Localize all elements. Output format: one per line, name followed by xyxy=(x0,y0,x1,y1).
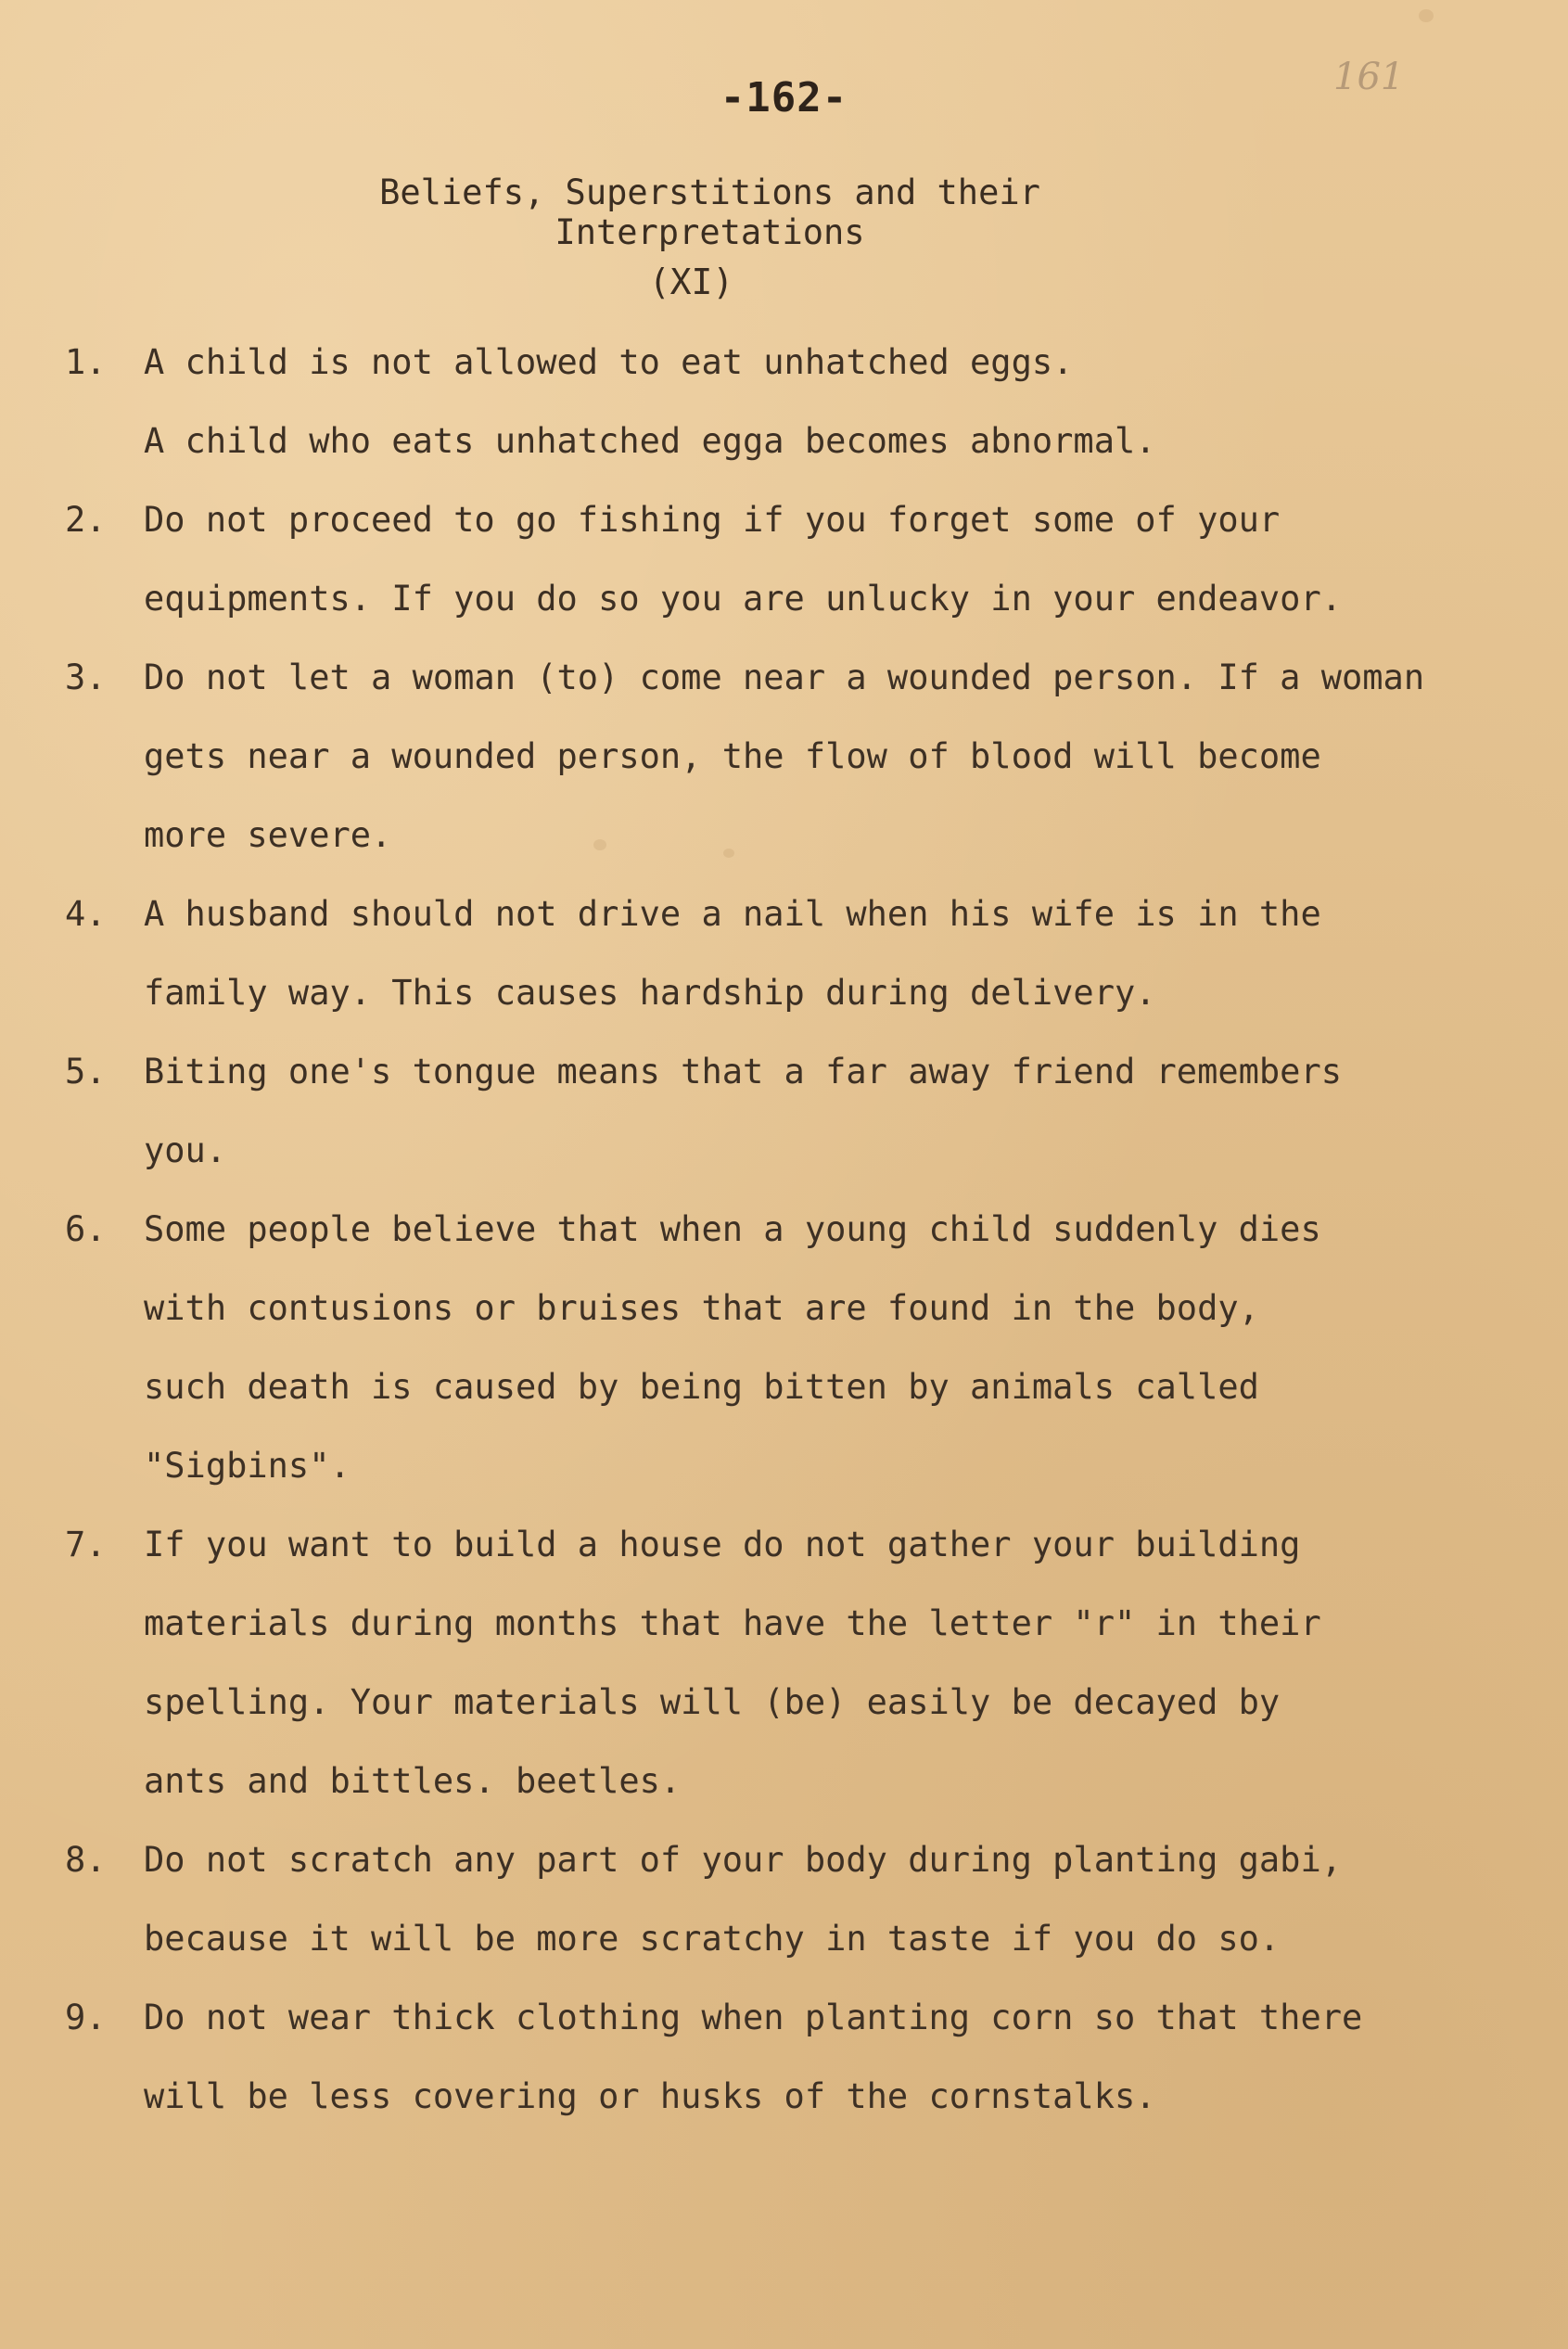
item-line: equipments. If you do so you are unlucky in your endeavor. xyxy=(144,579,1343,619)
item-line: A child is not allowed to eat unhatched eggs. xyxy=(144,342,1074,382)
item-line: If you want to build a house do not gather your building xyxy=(144,1525,1301,1564)
item-number: 8. xyxy=(65,1840,107,1880)
list-item xyxy=(65,1978,1539,2136)
item-line: Do not wear thick clothing when planting corn so that there xyxy=(144,1998,1363,2037)
item-number: 2. xyxy=(65,500,107,540)
item-number: 4. xyxy=(65,894,107,934)
list-item xyxy=(65,480,1539,638)
item-line: more severe. xyxy=(144,815,392,855)
item-line: ants and bittles. beetles. xyxy=(144,1761,682,1801)
title-line: Beliefs, Superstitions and their xyxy=(379,172,1040,212)
item-number: 3. xyxy=(65,657,107,697)
item-number: 5. xyxy=(65,1052,107,1092)
item-line: A husband should not drive a nail when his wife is in the xyxy=(144,894,1321,934)
list-item xyxy=(65,1505,1539,1820)
page-title xyxy=(0,172,1420,252)
item-line: Do not proceed to go fishing if you forget some of your xyxy=(144,500,1281,540)
paper-stain xyxy=(1419,9,1434,22)
list-item xyxy=(65,1032,1539,1190)
item-line: Do not scratch any part of your body during planting gabi, xyxy=(144,1840,1343,1880)
item-line: such death is caused by being bitten by animals called xyxy=(144,1367,1259,1407)
list-item xyxy=(65,874,1539,1032)
item-line: gets near a wounded person, the flow of blood will become xyxy=(144,736,1321,776)
item-line: because it will be more scratchy in taste if you do so. xyxy=(144,1919,1281,1959)
item-line: will be less covering or husks of the cornstalks. xyxy=(144,2076,1156,2116)
item-line: Biting one's tongue means that a far away friend remembers xyxy=(144,1052,1343,1092)
item-line: spelling. Your materials will (be) easily be decayed by xyxy=(144,1682,1281,1722)
list-item xyxy=(65,1820,1539,1978)
item-line: Do not let a woman (to) come near a wounded person. If a woman xyxy=(144,657,1425,697)
belief-list xyxy=(65,323,1539,2136)
item-number: 7. xyxy=(65,1525,107,1564)
title-line: Interpretations xyxy=(555,212,865,252)
page-number: -162- xyxy=(720,74,848,121)
list-item xyxy=(65,638,1539,874)
item-line: with contusions or bruises that are found in the body, xyxy=(144,1288,1259,1328)
list-item xyxy=(65,323,1539,480)
handwritten-page-mark: 161 xyxy=(1333,56,1405,98)
item-number: 9. xyxy=(65,1998,107,2037)
item-number: 1. xyxy=(65,342,107,382)
item-line: A child who eats unhatched egga becomes abnormal. xyxy=(144,421,1156,461)
item-line: "Sigbins". xyxy=(144,1446,351,1486)
item-line: Some people believe that when a young child suddenly dies xyxy=(144,1209,1321,1249)
item-line: family way. This causes hardship during delivery. xyxy=(144,973,1156,1013)
item-number: 6. xyxy=(65,1209,107,1249)
section-number: (XI) xyxy=(648,262,734,302)
list-item xyxy=(65,1190,1539,1505)
item-line: you. xyxy=(144,1130,227,1170)
item-line: materials during months that have the letter "r" in their xyxy=(144,1603,1321,1643)
